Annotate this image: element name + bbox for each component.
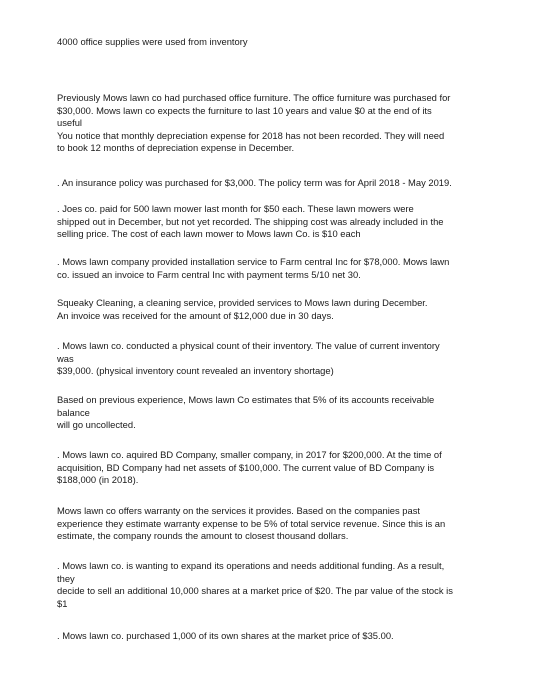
paragraph-warranty <box>57 505 505 543</box>
text-line: will go uncollected. <box>57 419 136 431</box>
text-line: they <box>57 572 75 584</box>
text-line: was <box>57 352 74 364</box>
paragraph-share-issuance <box>57 560 505 610</box>
text-line: acquisition, BD Company had net assets of $100,000. The current value of BD Company is <box>57 461 435 473</box>
text-line: . Mows lawn co. is wanting to expand its operations and needs additional funding. As a result, <box>57 560 445 571</box>
text-line: estimate, the company rounds the amount to closest thousand dollars. <box>57 530 349 542</box>
text-line: Previously Mows lawn co had purchased office furniture. The office furniture was purchased for <box>57 92 451 103</box>
text-line: $39,000. (physical inventory count revealed an inventory shortage) <box>57 365 334 377</box>
text-line: balance <box>57 406 90 418</box>
paragraph-office-furniture <box>57 92 505 155</box>
text-line: 4000 office supplies were used from inventory <box>57 36 248 47</box>
text-line: Based on previous experience, Mows lawn Co estimates that 5% of its accounts receivable <box>57 394 435 405</box>
text-line: . Mows lawn co. conducted a physical count of their inventory. The value of current inventory <box>57 340 440 351</box>
text-line: $188,000 (in 2018). <box>57 474 139 486</box>
text-line: decide to sell an additional 10,000 shares at a market price of $20. The par value of the stock is <box>57 585 453 597</box>
paragraph-squeaky-cleaning <box>57 297 505 322</box>
text-line: . Mows lawn company provided installation service to Farm central Inc for $78,000. Mows lawn <box>57 256 450 267</box>
text-line: . Joes co. paid for 500 lawn mower last month for $50 each. These lawn mowers were <box>57 203 414 214</box>
text-line: . Mows lawn co. aquired BD Company, smaller company, in 2017 for $200,000. At the time of <box>57 449 442 460</box>
paragraph-installation-service <box>57 256 505 281</box>
paragraph-treasury-shares <box>57 630 505 643</box>
text-line: You notice that monthly depreciation expense for 2018 has not been recorded. They will need <box>57 129 445 141</box>
text-line: $1 <box>57 597 68 609</box>
text-line: Squeaky Cleaning, a cleaning service, provided services to Mows lawn during December. <box>57 297 428 308</box>
text-line: co. issued an invoice to Farm central Inc with payment terms 5/10 net 30. <box>57 268 361 280</box>
paragraph-insurance-policy <box>57 177 505 190</box>
paragraph-lawn-mowers <box>57 203 505 241</box>
text-line: selling price. The cost of each lawn mower to Mows lawn Co. is $10 each <box>57 228 361 240</box>
text-line: to book 12 months of depreciation expense in December. <box>57 142 295 154</box>
text-line: An invoice was received for the amount of $12,000 due in 30 days. <box>57 309 334 321</box>
text-line: $30,000. Mows lawn co expects the furniture to last 10 years and value $0 at the end of its <box>57 104 432 116</box>
paragraph-bd-acquisition <box>57 449 505 487</box>
paragraph-physical-count <box>57 340 505 378</box>
paragraph-uncollectible-accounts <box>57 394 505 432</box>
text-line: shipped out in December, but not yet recorded. The shipping cost was already included in the <box>57 215 444 227</box>
text-line: . An insurance policy was purchased for $3,000. The policy term was for April 2018 - May 2019. <box>57 177 452 188</box>
text-line: experience they estimate warranty expense to be 5% of total service revenue. Since this is an <box>57 517 446 529</box>
text-line: useful <box>57 117 83 129</box>
text-line: Mows lawn co offers warranty on the services it provides. Based on the companies past <box>57 505 421 516</box>
paragraph-office-supplies <box>57 36 505 49</box>
text-line: . Mows lawn co. purchased 1,000 of its own shares at the market price of $35.00. <box>57 630 394 641</box>
